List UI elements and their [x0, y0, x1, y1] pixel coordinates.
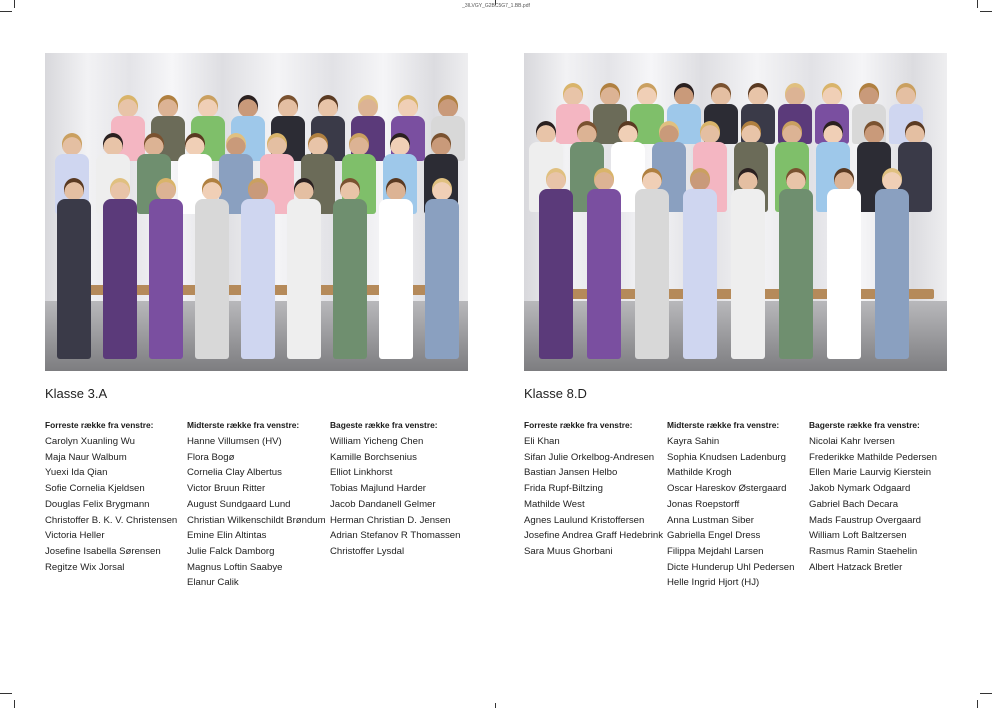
crop-mark [980, 11, 992, 12]
person-name: Sofie Cornelia Kjeldsen [45, 483, 145, 495]
person-name: Emine Elin Altintas [187, 530, 267, 542]
person-name: Nicolai Kahr Iversen [809, 436, 895, 447]
person-name: William Yicheng Chen [330, 436, 424, 447]
name-column-front [524, 420, 669, 560]
crop-mark [977, 700, 978, 708]
class-photo [45, 53, 468, 371]
person-figure [875, 168, 909, 359]
person-name: Flora Bogø [187, 451, 235, 463]
file-label: _3ILVGY_G2BC5G7_1.BB.pdf [462, 3, 530, 9]
person-name: Gabriella Engel Dress [667, 530, 761, 542]
person-name: Agnes Laulund Kristoffersen [524, 514, 645, 526]
column-heading: Forreste række fra venstre: [524, 420, 633, 430]
column-heading: Midterste række fra venstre: [187, 420, 300, 430]
person-name: Gabriel Bach Decara [809, 498, 899, 510]
name-list [524, 434, 669, 560]
crop-mark [14, 700, 15, 708]
person-name: Dicte Hunderup Uhl Pedersen [667, 561, 795, 573]
person-figure [57, 178, 91, 359]
person-name: August Sundgaard Lund [187, 498, 291, 510]
person-figure [195, 178, 229, 359]
person-figure [587, 168, 621, 359]
class-title: Klasse 8.D [524, 386, 587, 401]
person-figure [333, 178, 367, 359]
person-name: Victoria Heller [45, 530, 105, 542]
person-name: Tobias Majlund Harder [330, 483, 426, 495]
person-name: Cornelia Clay Albertus [187, 467, 282, 479]
person-name: Adrian Stefanov R Thomassen [330, 530, 461, 542]
column-heading: Forreste række fra venstre: [45, 420, 154, 430]
person-name: Oscar Hareskov Østergaard [667, 483, 787, 495]
name-list [330, 434, 475, 560]
person-name: Christian Wilkenschildt Brøndum [187, 514, 326, 526]
person-name: Elanur Calik [187, 577, 239, 589]
crop-mark [495, 703, 496, 708]
name-column-middle [187, 420, 332, 591]
name-column-front [45, 420, 190, 575]
person-name: Christoffer Lysdal [330, 545, 405, 557]
crop-mark [14, 0, 15, 8]
class-photo [524, 53, 947, 371]
person-name: Douglas Felix Brygmann [45, 498, 150, 510]
person-name: Herman Christian D. Jensen [330, 514, 451, 526]
person-figure [683, 168, 717, 359]
person-name: Mads Faustrup Overgaard [809, 514, 921, 526]
person-figure [241, 178, 275, 359]
person-figure [731, 168, 765, 359]
person-name: Sara Muus Ghorbani [524, 545, 613, 557]
person-name: William Loft Baltzersen [809, 530, 907, 542]
name-list [809, 434, 954, 575]
person-name: Helle Ingrid Hjort (HJ) [667, 577, 760, 589]
person-figure [539, 168, 573, 359]
person-name: Magnus Loftin Saabye [187, 561, 283, 573]
crop-mark [977, 0, 978, 8]
person-name: Christoffer B. K. V. Christensen [45, 514, 178, 526]
name-list [187, 434, 332, 591]
person-figure [425, 178, 459, 359]
person-figure [827, 168, 861, 359]
person-name: Carolyn Xuanling Wu [45, 436, 135, 447]
crop-mark [980, 693, 992, 694]
person-name: Elliot Linkhorst [330, 467, 393, 479]
person-name: Kamille Borchsenius [330, 451, 417, 463]
crop-mark [0, 693, 12, 694]
name-column-back [330, 420, 475, 560]
person-name: Jacob Dandanell Gelmer [330, 498, 436, 510]
person-figure [103, 178, 137, 359]
person-name: Jakob Nymark Odgaard [809, 483, 911, 495]
person-name: Ellen Marie Laurvig Kierstein [809, 467, 932, 479]
person-figure [379, 178, 413, 359]
class-title: Klasse 3.A [45, 386, 108, 401]
person-name: Frida Rupf-Biltzing [524, 483, 603, 495]
name-column-back [809, 420, 954, 575]
person-name: Eli Khan [524, 436, 560, 447]
person-name: Kayra Sahin [667, 436, 720, 447]
person-figure [635, 168, 669, 359]
person-name: Julie Falck Damborg [187, 545, 275, 557]
column-heading: Bagerste række fra venstre: [809, 420, 920, 430]
person-name: Sophia Knudsen Ladenburg [667, 451, 786, 463]
person-name: Josefine Andrea Graff Hedebrink [524, 530, 664, 542]
person-name: Yuexi Ida Qian [45, 467, 108, 479]
person-name: Regitze Wix Jorsal [45, 561, 125, 573]
person-name: Filippa Mejdahl Larsen [667, 545, 764, 557]
person-name: Albert Hatzack Bretler [809, 561, 903, 573]
person-name: Rasmus Ramin Staehelin [809, 545, 918, 557]
person-name: Hanne Villumsen (HV) [187, 436, 282, 447]
person-figure [149, 178, 183, 359]
person-name: Mathilde Krogh [667, 467, 732, 479]
column-heading: Midterste række fra venstre: [667, 420, 780, 430]
crop-mark [0, 11, 12, 12]
person-figure [287, 178, 321, 359]
person-name: Josefine Isabella Sørensen [45, 545, 161, 557]
name-list [667, 434, 812, 591]
person-figure [779, 168, 813, 359]
column-heading: Bageste række fra venstre: [330, 420, 438, 430]
person-name: Anna Lustman Siber [667, 514, 754, 526]
person-name: Frederikke Mathilde Pedersen [809, 451, 937, 463]
name-list [45, 434, 190, 575]
person-name: Maja Naur Walbum [45, 451, 127, 463]
person-name: Bastian Jansen Helbo [524, 467, 618, 479]
person-name: Jonas Roepstorff [667, 498, 740, 510]
person-name: Mathilde West [524, 498, 585, 510]
name-column-middle [667, 420, 812, 591]
person-name: Victor Bruun Ritter [187, 483, 266, 495]
person-name: Sifan Julie Orkelbog-Andresen [524, 451, 655, 463]
